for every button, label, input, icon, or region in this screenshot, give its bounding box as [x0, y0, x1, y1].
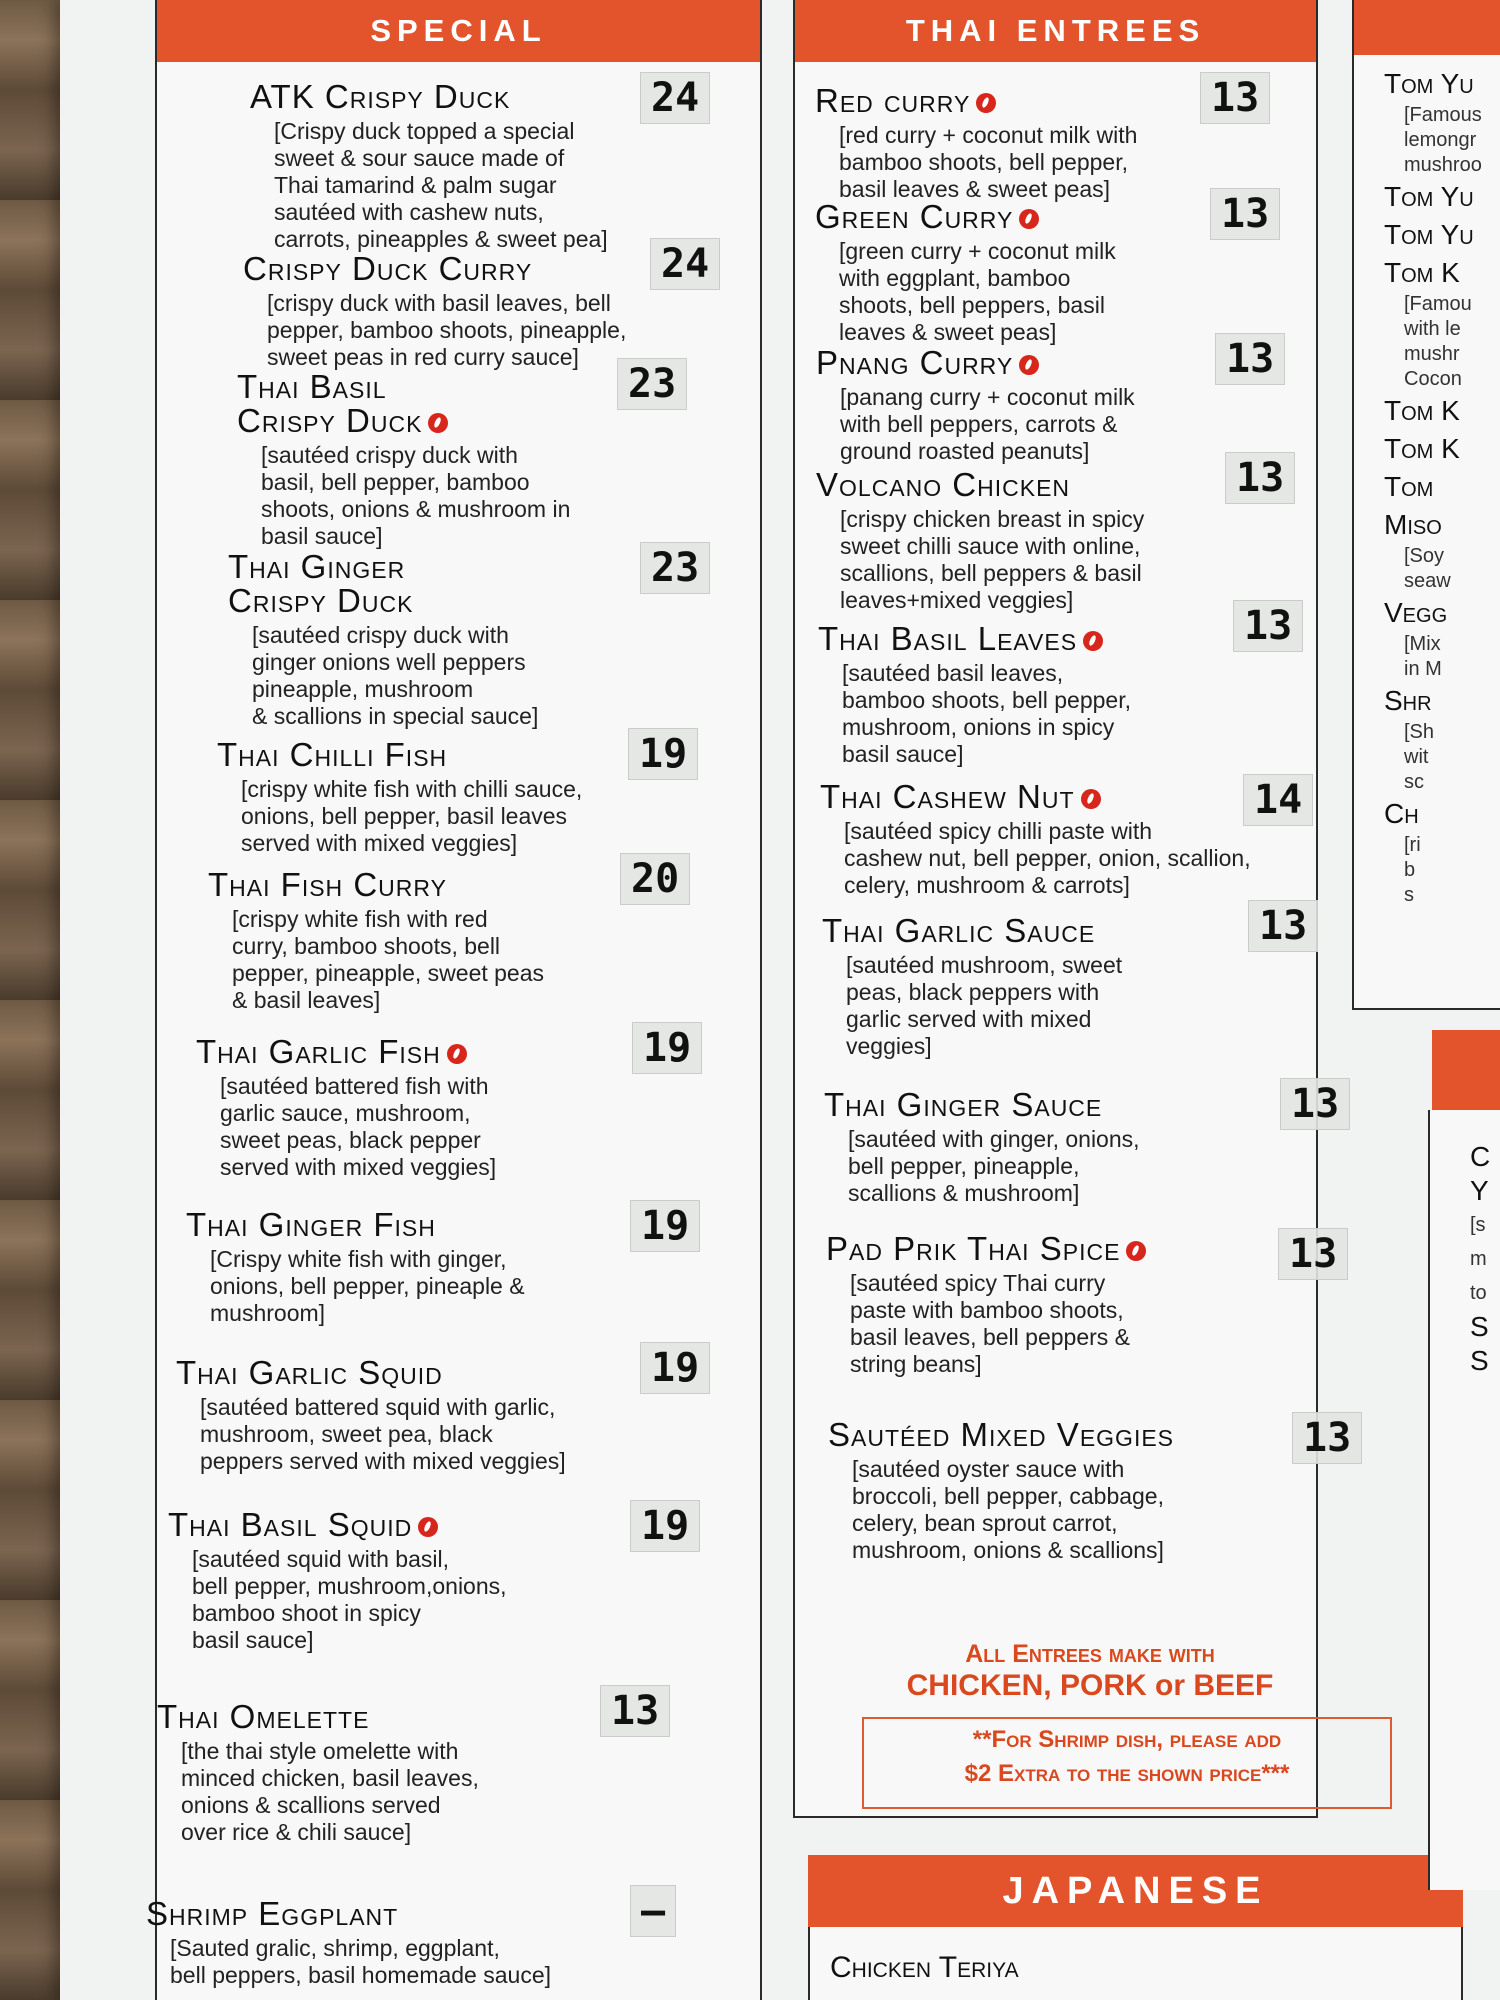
right-fragment: Y	[1470, 1175, 1489, 1206]
item-price: 14	[1243, 774, 1313, 826]
soup-item-name: Tom K	[1384, 257, 1460, 288]
item-name-text: Green Curry	[815, 198, 1014, 235]
item-price: 19	[640, 1342, 710, 1394]
entrees-note-line2: CHICKEN, PORK or BEEF	[906, 1669, 1274, 1702]
soup-item-description: with le	[1404, 318, 1461, 340]
item-name	[820, 780, 1251, 814]
item-price: 13	[1280, 1078, 1350, 1130]
thai-menu-item	[822, 914, 1122, 1060]
item-name-text: Thai Garlic Sauce	[822, 912, 1096, 949]
item-name-text: Thai Ginger Sauce	[824, 1086, 1103, 1123]
soup-list	[1384, 65, 1482, 908]
thai-menu-item	[828, 1418, 1174, 1564]
special-header: SPECIAL	[157, 0, 760, 62]
soup-item-description: s	[1404, 884, 1414, 906]
chili-pepper-icon	[1019, 355, 1039, 375]
special-menu-item	[250, 80, 608, 253]
item-description: [Sauted gralic, shrimp, eggplant, bell peppers, basil homemade sauce]	[170, 1935, 552, 1988]
special-menu-item	[208, 868, 544, 1014]
item-price: 19	[630, 1500, 700, 1552]
item-name	[822, 914, 1122, 948]
item-price: 23	[640, 542, 710, 594]
item-name	[824, 1088, 1140, 1122]
soup-item-description: [Soy	[1404, 545, 1445, 567]
soup-item-name: Tom Yu	[1384, 68, 1474, 99]
item-price: 19	[630, 1200, 700, 1252]
item-price: 13	[600, 1685, 670, 1737]
item-name	[168, 1508, 507, 1542]
soup-item-description: wit	[1404, 746, 1429, 768]
item-name-text: Thai Cashew Nut	[820, 778, 1075, 815]
item-name	[818, 622, 1131, 656]
item-name-text: Shrimp Eggplant	[146, 1895, 399, 1932]
item-description: [sautéed spicy Thai curry paste with bamboo shoots, basil leaves, bell peppers & string beans]	[850, 1270, 1130, 1377]
soup-item-name: Ch	[1384, 798, 1419, 829]
item-description: [sautéed with ginger, onions, bell pepper, pineapple, scallions & mushroom]	[848, 1126, 1140, 1206]
item-description: [sautéed oyster sauce with broccoli, bell pepper, cabbage, celery, bean sprout carrot, mushroom, onions & scallions]	[852, 1456, 1164, 1563]
entrees-note	[880, 1640, 1300, 1703]
item-description: [sautéed mushroom, sweet peas, black peppers with garlic served with mixed veggies]	[846, 952, 1123, 1059]
item-description: [green curry + coconut milk with eggplant, bamboo shoots, bell peppers, basil leaves & sweet peas]	[839, 238, 1116, 345]
thai-menu-item	[820, 780, 1251, 899]
shrimp-note-line1: **For Shrimp dish, please add	[972, 1726, 1282, 1753]
item-price: 13	[1215, 333, 1285, 385]
soup-item-description: [Famous	[1404, 104, 1482, 126]
item-description: [sautéed squid with basil, bell pepper, mushroom,onions, bamboo shoot in spicy basil sauce]	[192, 1546, 507, 1653]
special-menu-item	[176, 1356, 566, 1475]
item-price: —	[630, 1885, 676, 1937]
soup-item-name: Tom Yu	[1384, 219, 1474, 250]
right-fragment: S	[1470, 1345, 1489, 1376]
item-name-text: Thai Ginger Crispy Duck	[228, 548, 414, 619]
item-price: 20	[620, 853, 690, 905]
right-second-column	[1428, 1110, 1500, 1890]
item-name-text: ATK Crispy Duck	[250, 78, 511, 115]
item-description: [Crispy duck topped a special sweet & sour sauce made of Thai tamarind & palm sugar sautéed with cashew nuts, carrots, pineapples & sweet pea]	[274, 118, 608, 252]
soup-item-description: Cocon	[1404, 368, 1462, 390]
thai-menu-item	[816, 468, 1144, 614]
soup-item-name: Miso	[1384, 509, 1442, 540]
soup-item-name: Vegg	[1384, 597, 1448, 628]
item-name	[217, 738, 582, 772]
item-name-text: Thai Basil Crispy Duck	[237, 368, 423, 439]
entrees-note-line1: All Entrees make with	[965, 1640, 1215, 1668]
japanese-first-item: Chicken Teriya	[830, 1951, 1019, 1984]
item-price: 13	[1292, 1412, 1362, 1464]
chili-pepper-icon	[1081, 789, 1101, 809]
shrimp-note-box	[862, 1717, 1392, 1809]
special-menu-item	[146, 1897, 551, 1989]
item-name-text: Thai Basil Squid	[168, 1506, 413, 1543]
item-name	[243, 252, 626, 286]
special-menu-item	[237, 370, 570, 550]
item-name	[816, 346, 1135, 380]
right-fragment: m	[1470, 1248, 1487, 1270]
right-second-list	[1430, 1110, 1500, 1378]
soup-item-name: Tom K	[1384, 395, 1460, 426]
item-description: [crispy chicken breast in spicy sweet chilli sauce with online, scallions, bell peppers & basil leaves+mixed veggies]	[840, 506, 1145, 613]
item-description: [sautéed battered fish with garlic sauce, mushroom, sweet peas, black pepper served with mixed veggies]	[220, 1073, 497, 1180]
item-name	[176, 1356, 566, 1390]
item-description: [sautéed crispy duck with ginger onions well peppers pineapple, mushroom & scallions in special sauce]	[252, 622, 539, 729]
special-menu-item	[196, 1035, 496, 1181]
soup-item-name: Tom	[1384, 471, 1434, 502]
item-description: [crispy duck with basil leaves, bell pepper, bamboo shoots, pineapple, sweet peas in red curry sauce]	[267, 290, 627, 370]
item-price: 13	[1278, 1228, 1348, 1280]
item-price: 13	[1248, 900, 1318, 952]
item-name-text: Thai Garlic Fish	[196, 1033, 441, 1070]
item-name	[157, 1700, 479, 1734]
item-price: 24	[650, 238, 720, 290]
soup-column	[1352, 0, 1500, 1010]
soup-item-description: mushr	[1404, 343, 1460, 365]
item-name-text: Crispy Duck Curry	[243, 250, 533, 287]
thai-menu-item	[818, 622, 1131, 768]
soup-item-description: in M	[1404, 658, 1442, 680]
thai-entrees-header: THAI ENTREES	[795, 0, 1316, 62]
item-name-text: Pad Prik Thai Spice	[826, 1230, 1121, 1267]
soup-item-description: [Mix	[1404, 633, 1441, 655]
japanese-header	[808, 1855, 1463, 1927]
chili-pepper-icon	[428, 413, 448, 433]
item-name	[815, 84, 1137, 118]
right-fragment: C	[1470, 1141, 1491, 1172]
item-description: [crispy white fish with red curry, bamboo shoots, bell pepper, pineapple, sweet peas & basil leaves]	[232, 906, 545, 1013]
right-fragment: to	[1470, 1282, 1487, 1304]
item-name-text: Red curry	[815, 82, 971, 119]
item-price: 13	[1200, 72, 1270, 124]
item-name-text: Volcano Chicken	[816, 466, 1071, 503]
soup-item-name: Tom Yu	[1384, 181, 1474, 212]
right-second-header	[1432, 1030, 1500, 1110]
item-description: [sautéed basil leaves, bamboo shoots, bell pepper, mushroom, onions in spicy basil sauce]	[842, 660, 1131, 767]
item-price: 19	[632, 1022, 702, 1074]
item-name-text: Thai Omelette	[157, 1698, 370, 1735]
item-name-text: Pnang Curry	[816, 344, 1014, 381]
item-name-text: Thai Ginger Fish	[186, 1206, 436, 1243]
japanese-header-label: JAPANESE	[1002, 1870, 1269, 1912]
chili-pepper-icon	[447, 1044, 467, 1064]
special-menu-item	[157, 1700, 479, 1846]
item-name-text: Thai Chilli Fish	[217, 736, 448, 773]
item-description: [red curry + coconut milk with bamboo shoots, bell pepper, basil leaves & sweet peas]	[839, 122, 1138, 202]
item-name-text: Thai Fish Curry	[208, 866, 447, 903]
item-name	[816, 468, 1144, 502]
item-price: 13	[1210, 188, 1280, 240]
thai-menu-item	[815, 200, 1116, 346]
soup-item-name: Shr	[1384, 685, 1432, 716]
item-name	[196, 1035, 496, 1069]
thai-menu-item	[816, 346, 1135, 465]
item-price: 24	[640, 72, 710, 124]
soup-item-description: lemongr	[1404, 129, 1477, 151]
special-menu-item	[168, 1508, 507, 1654]
item-description: [Crispy white fish with ginger, onions, bell pepper, pineaple & mushroom]	[210, 1246, 525, 1326]
special-menu-item	[228, 550, 538, 730]
item-price: 13	[1233, 600, 1303, 652]
item-name-text: Sautéed Mixed Veggies	[828, 1416, 1175, 1453]
special-menu-item	[217, 738, 582, 857]
item-description: [sautéed crispy duck with basil, bell pepper, bamboo shoots, onions & mushroom in basil sauce]	[261, 442, 571, 549]
soup-item-description: mushroo	[1404, 154, 1482, 176]
item-name-text: Thai Basil Leaves	[818, 620, 1078, 657]
soup-item-description: sc	[1404, 771, 1424, 793]
shrimp-note-line2: $2 Extra to the shown price***	[964, 1760, 1290, 1787]
item-name	[208, 868, 544, 902]
item-price: 23	[617, 358, 687, 410]
item-name	[146, 1897, 551, 1931]
chili-pepper-icon	[976, 93, 996, 113]
soup-header	[1354, 0, 1500, 55]
item-description: [panang curry + coconut milk with bell peppers, carrots & ground roasted peanuts]	[840, 384, 1135, 464]
soup-item-description: [Famou	[1404, 293, 1472, 315]
item-description: [sautéed battered squid with garlic, mushroom, sweet pea, black peppers served with mixed veggies]	[200, 1394, 566, 1474]
item-price: 19	[628, 728, 698, 780]
item-name	[250, 80, 608, 114]
item-name	[237, 370, 570, 438]
item-name	[828, 1418, 1174, 1452]
chili-pepper-icon	[1126, 1241, 1146, 1261]
item-description: [the thai style omelette with minced chicken, basil leaves, onions & scallions served over rice & chili sauce]	[181, 1738, 479, 1845]
soup-item-description: [ri	[1404, 834, 1421, 856]
soup-item-description: b	[1404, 859, 1416, 881]
japanese-column	[808, 1927, 1463, 2000]
item-name	[826, 1232, 1146, 1266]
item-description: [crispy white fish with chilli sauce, onions, bell pepper, basil leaves served with mixed veggies]	[241, 776, 583, 856]
soup-item-description: [Sh	[1404, 721, 1435, 743]
thai-menu-item	[815, 84, 1137, 203]
chili-pepper-icon	[1019, 209, 1039, 229]
soup-item-name: Tom K	[1384, 433, 1460, 464]
special-menu-item	[243, 252, 626, 371]
right-fragment: [s	[1470, 1214, 1486, 1236]
thai-menu-item	[824, 1088, 1140, 1207]
item-name-text: Thai Garlic Squid	[176, 1354, 443, 1391]
item-name	[186, 1208, 525, 1242]
right-fragment: S	[1470, 1311, 1489, 1342]
thai-menu-item	[826, 1232, 1146, 1378]
special-menu-item	[186, 1208, 525, 1327]
soup-item-description: seaw	[1404, 570, 1451, 592]
item-name	[815, 200, 1116, 234]
item-description: [sautéed spicy chilli paste with cashew nut, bell pepper, onion, scallion, celery, mushroom & carrots]	[844, 818, 1251, 898]
item-price: 13	[1225, 452, 1295, 504]
chili-pepper-icon	[418, 1517, 438, 1537]
chili-pepper-icon	[1083, 631, 1103, 651]
item-name	[228, 550, 538, 618]
